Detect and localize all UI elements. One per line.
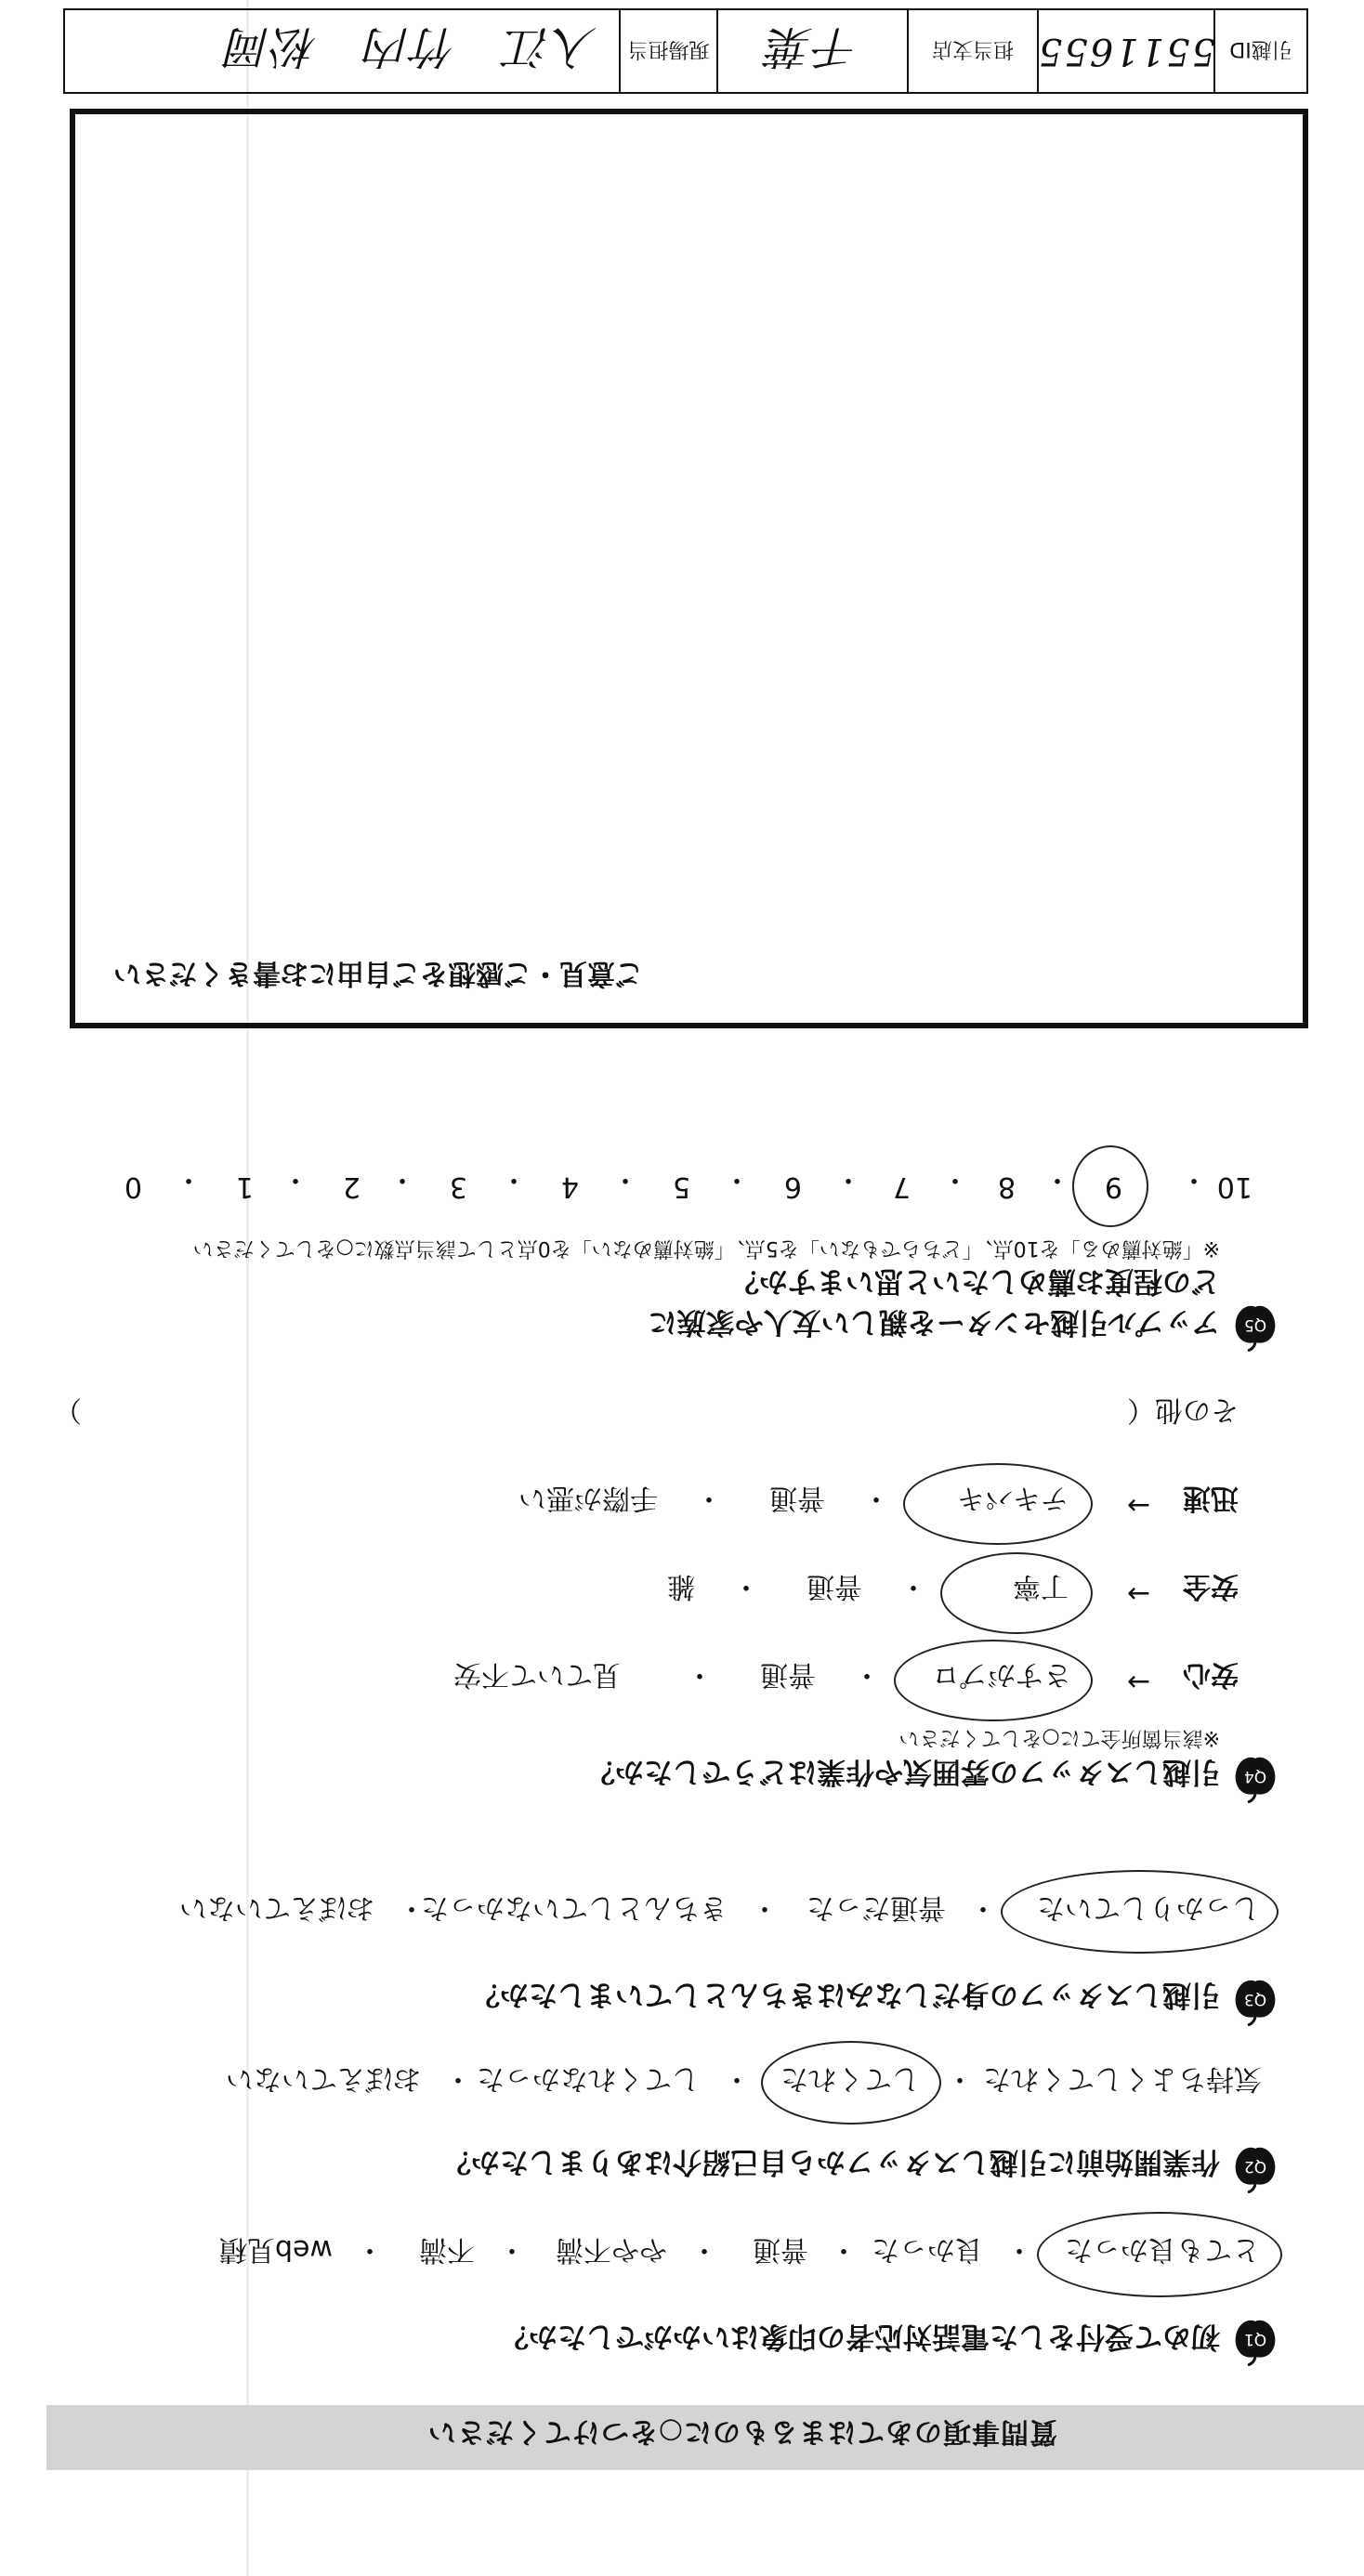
comments-box[interactable] bbox=[70, 109, 1308, 1028]
q1-apple-icon bbox=[1230, 2316, 1280, 2366]
q2-option-dont-remember[interactable]: おぼえていない bbox=[226, 2062, 421, 2095]
q4-row-label-anzen: 安全 bbox=[1183, 1570, 1239, 1602]
q4-row-label-anshin: 安心 bbox=[1183, 1658, 1239, 1691]
q1-option-very-good[interactable]: とても良かった bbox=[1065, 2233, 1260, 2266]
score-2[interactable]: 2 bbox=[342, 1170, 361, 1203]
q4-row1-option-uneasy[interactable]: 見ていて不安 bbox=[453, 1658, 621, 1691]
score-1[interactable]: 1 bbox=[235, 1170, 254, 1203]
q3-question: 引越しスタッフの身だしなみはきちんとしていましたか？ bbox=[471, 1978, 1220, 2011]
svg-text:Q5: Q5 bbox=[1243, 1315, 1267, 1334]
q2-option-did-not[interactable]: してくれなかった bbox=[477, 2062, 700, 2095]
q2-apple-icon bbox=[1230, 2143, 1280, 2193]
branch-label: 担当支店 bbox=[907, 10, 1037, 92]
score-9[interactable]: 9 bbox=[1104, 1170, 1122, 1203]
q3-option-normal[interactable]: 普通だった bbox=[807, 1891, 946, 1924]
q1-question: 初めて受付をした電話対応者の印象はいかがでしたか？ bbox=[500, 2320, 1220, 2353]
q1-option-slightly-unsatisfied[interactable]: やや不満 bbox=[556, 2233, 667, 2266]
svg-text:Q4: Q4 bbox=[1243, 1767, 1267, 1785]
q1-option-normal[interactable]: 普通 bbox=[753, 2233, 808, 2266]
branch-value[interactable]: 千葉 bbox=[716, 10, 907, 92]
q4-row1-option-normal[interactable]: 普通 bbox=[760, 1658, 816, 1691]
q4-question: 引越しスタッフの雰囲気や作業はどうでしたか？ bbox=[586, 1755, 1220, 1788]
q4-row3-option-clumsy[interactable]: 手際が悪い bbox=[518, 1482, 658, 1514]
score-3[interactable]: 3 bbox=[449, 1170, 467, 1203]
q1-option-web-estimate[interactable]: web見積 bbox=[218, 2233, 333, 2266]
q4-other-label: その他（ bbox=[1127, 1393, 1239, 1426]
q2-option-did[interactable]: してくれた bbox=[780, 2062, 920, 2095]
id-table bbox=[63, 8, 1308, 94]
score-7[interactable]: 7 bbox=[892, 1170, 911, 1203]
q3-apple-icon bbox=[1230, 1976, 1280, 2026]
id-value[interactable]: 5511655 bbox=[1037, 10, 1213, 92]
q1-option-good[interactable]: 良かった bbox=[872, 2233, 983, 2266]
q5-question-line2: どの程度お薦めしたいと思いますか？ bbox=[730, 1264, 1220, 1298]
q4-row-label-jinsoku: 迅速 bbox=[1183, 1482, 1239, 1514]
q5-apple-icon bbox=[1230, 1301, 1280, 1352]
q4-row3-option-normal[interactable]: 普通 bbox=[769, 1482, 825, 1514]
q4-note: ※該当箇所全てに○をしてください bbox=[898, 1726, 1220, 1749]
q3-option-not-neat[interactable]: きちんとしていなかった bbox=[421, 1891, 728, 1924]
q4-apple-icon bbox=[1230, 1753, 1280, 1803]
score-10[interactable]: 10 bbox=[1216, 1170, 1253, 1203]
q2-option-pleasantly[interactable]: 気持ちよくしてくれた bbox=[983, 2062, 1262, 2095]
q3-option-dont-remember[interactable]: おぼえていない bbox=[179, 1891, 374, 1924]
svg-text:Q2: Q2 bbox=[1243, 2157, 1267, 2176]
svg-text:Q3: Q3 bbox=[1243, 1990, 1267, 2008]
instruction-text: 質問事項のあてはまるものに○をつけてください bbox=[426, 2415, 1057, 2448]
q4-row2-option-normal[interactable]: 普通 bbox=[807, 1570, 862, 1602]
svg-text:Q1: Q1 bbox=[1243, 2330, 1267, 2348]
q2-question: 作業開始前に引越しスタッフから自己紹介はありましたか？ bbox=[442, 2145, 1220, 2178]
score-6[interactable]: 6 bbox=[783, 1170, 802, 1203]
leader-label: 現場担当 bbox=[619, 10, 716, 92]
score-5[interactable]: 5 bbox=[672, 1170, 690, 1203]
q5-note: ※「絶対薦める」を10点、「どちらでもない」を5点、「絶対薦めない」を0点として該当点数に○をしてください bbox=[192, 1236, 1220, 1260]
instruction-band bbox=[46, 2405, 1364, 2470]
score-4[interactable]: 4 bbox=[560, 1170, 579, 1203]
survey-page: 質問事項のあてはまるものに○をつけてください Q1 初めて受付をした電話対応者の印象はいかがでしたか？ とても良かった ・ 良かった ・ 普通 ・ やや不満 ・ 不満 ・ web見積 Q2 作業開始前に引越しスタッフから自己紹介はありましたか？ 気持ちよくしてくれた ・ してくれた ・ してくれなかった ・ おぼえていない Q3 引越しスタッフの身だしなみはきちんとしていましたか？ しっかりしていた ・ 普通だった ・ きちんとしていなかった ・ おぼえていない Q4 引越しスタッフの雰囲気や作業はどうでしたか？ ※該当箇所全てに○をしてください 安心 → さすがプロ ・ 普通 ・ 見ていて不安 安全 → 丁寧 ・ 普通 ・ 雑 迅速 → テキパキ ・ 普通 ・ 手際が悪い その他（ ） Q5 アップル引越センターを親しい友人や家族に どの程度お薦めしたいと思いますか？ ※「絶対薦める」を10点、「どちらでもない」を5点、「絶対薦めない」を0点として該当点数に○をしてください 10 ・ 9 ・ 8 ・ 7 ・ 6 ・ 5 ・ 4 ・ 3 ・ 2 ・ 1 ・ 0 ご意見・ご感想をご自由にお書きください 引越ID 5511655 担当支店 千葉 現場担当 入江 竹内 松岡 bbox=[0, 0, 1364, 2576]
score-0[interactable]: 0 bbox=[124, 1170, 142, 1203]
q1-option-unsatisfied[interactable]: 不満 bbox=[419, 2233, 475, 2266]
q4-row3-option-quick[interactable]: テキパキ bbox=[957, 1482, 1069, 1514]
q4-row2-option-careful[interactable]: 丁寧 bbox=[1013, 1570, 1069, 1602]
comments-title: ご意見・ご感想をご自由にお書きください bbox=[113, 957, 643, 989]
q3-option-neat[interactable]: しっかりしていた bbox=[1037, 1891, 1260, 1924]
q5-question-line1: アップル引越センターを親しい友人や家族に bbox=[648, 1305, 1220, 1339]
q4-row2-option-rough[interactable]: 雑 bbox=[667, 1570, 695, 1602]
id-label: 引越ID bbox=[1213, 10, 1306, 92]
q4-row1-option-pro[interactable]: さすがプロ bbox=[932, 1658, 1071, 1691]
leader-value[interactable]: 入江 竹内 松岡 bbox=[224, 20, 597, 73]
score-8[interactable]: 8 bbox=[997, 1170, 1016, 1203]
q4-other-close: ） bbox=[54, 1393, 82, 1426]
